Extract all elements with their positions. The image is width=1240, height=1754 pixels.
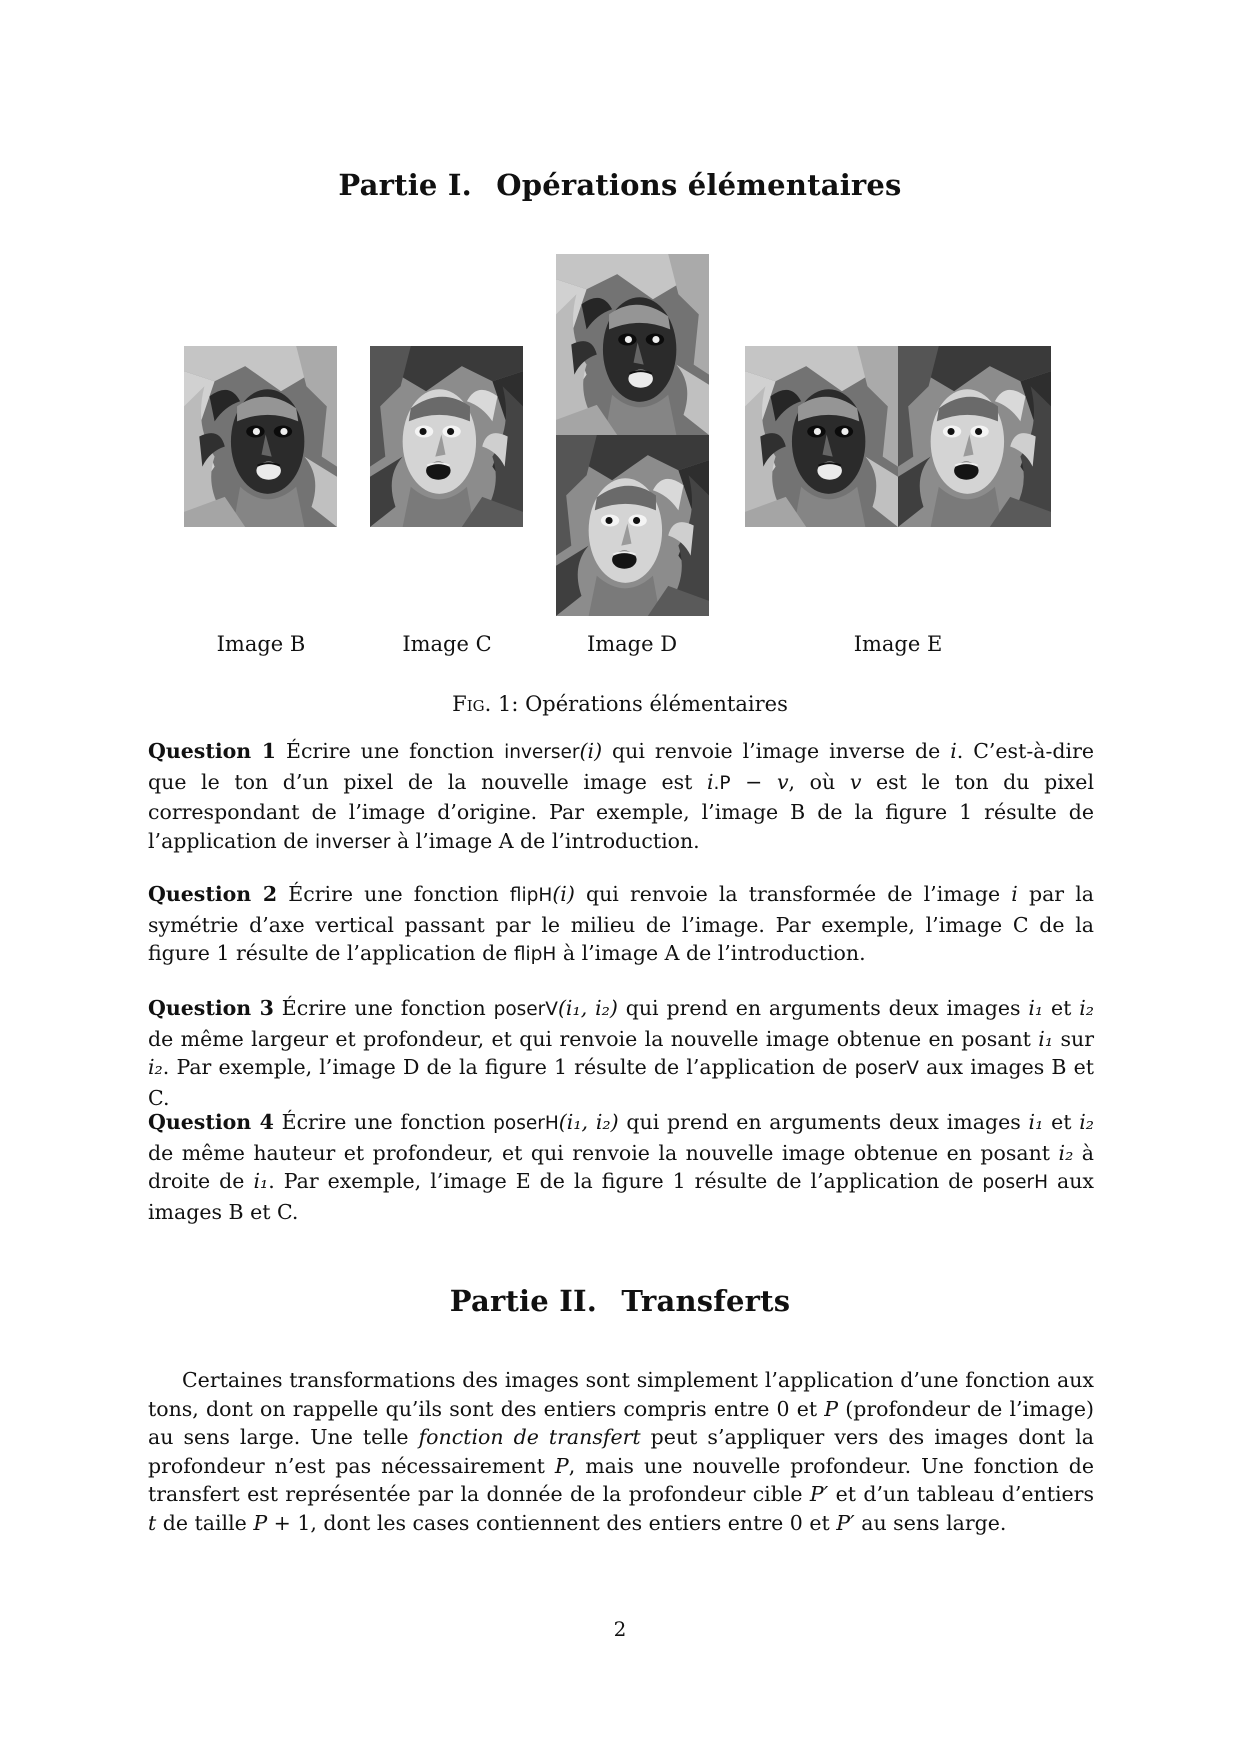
question-3	[148, 994, 1094, 1112]
part-1-title: Opérations élémentaires	[496, 168, 902, 202]
math-field: .P	[713, 772, 731, 794]
text: . Par exemple, l’image D de la figure 1 résulte de l’application de	[162, 1055, 855, 1079]
figure-caption-prefix: Fig.	[452, 692, 492, 716]
label-image-c: Image C	[402, 632, 492, 656]
figure-caption-text: 1: Opérations élémentaires	[491, 692, 788, 716]
math-var: i	[950, 739, 957, 763]
text: qui prend en arguments deux images	[617, 996, 1029, 1020]
math-var: P	[824, 1396, 839, 1421]
math-var: i₂	[148, 1055, 163, 1079]
text: . C’est-à-dire que le ton d’un pixel de la nouvelle image est	[148, 739, 1095, 794]
text: par la symétrie d’axe vertical passant par le milieu de l’image. Par exemple, l’image C de la figure 1 résulte de l’application de	[148, 882, 1094, 965]
part-2-number: Partie II.	[449, 1284, 598, 1318]
image-c	[370, 346, 523, 527]
text: de même hauteur et profondeur, et qui renvoie la nouvelle image obtenue en posant	[148, 1140, 1059, 1165]
math-var: v	[776, 769, 789, 794]
text: et d’un tableau d’entiers	[828, 1482, 1094, 1506]
question-1	[148, 737, 1094, 857]
text: , mais une nouvelle profondeur. Une fonction de transfert est représentée par la donnée de la profondeur cible	[148, 1453, 1094, 1506]
math-var: i₂	[1079, 1110, 1095, 1134]
figure-caption	[0, 692, 1240, 716]
question-label: Question 4	[148, 1110, 274, 1134]
question-label: Question 3	[148, 996, 274, 1020]
text: à l’image A de l’introduction.	[390, 828, 700, 853]
part-2-title: Transferts	[621, 1284, 791, 1318]
math-var: i₁	[1038, 1026, 1054, 1051]
text: (profondeur de l’image) au sens large. Une telle	[148, 1396, 1094, 1449]
math-var: i₁	[1028, 1110, 1044, 1134]
function-args: (i₁, i₂)	[557, 996, 618, 1020]
math-var: i	[706, 769, 714, 794]
text: Écrire une fonction	[276, 739, 505, 763]
text: Écrire une fonction	[277, 882, 510, 906]
text: à l’image A de l’introduction.	[556, 941, 866, 965]
text: peut s’appliquer vers des images dont la profondeur n’est pas nécessairement	[148, 1425, 1094, 1478]
text: , où	[788, 769, 850, 794]
part-2-heading	[0, 1284, 1240, 1318]
text: aux images B et C.	[148, 1055, 1094, 1110]
function-name: inverser	[314, 831, 391, 853]
function-name: flipH	[513, 944, 557, 965]
math-var: i₂	[1058, 1140, 1074, 1165]
label-image-d: Image D	[586, 632, 678, 656]
text: sur	[1053, 1026, 1094, 1051]
text: au sens large.	[854, 1510, 1007, 1535]
transfer-paragraph	[148, 1366, 1094, 1537]
function-name: poserH	[982, 1172, 1049, 1193]
math-var: i₁	[253, 1169, 269, 1193]
question-label: Question 2	[148, 882, 278, 906]
image-b	[184, 346, 337, 527]
function-name: inverser	[504, 742, 580, 763]
text: qui prend en arguments deux images	[618, 1110, 1029, 1134]
image-e	[745, 346, 1051, 527]
function-args: (i)	[579, 739, 603, 763]
label-image-b: Image B	[216, 632, 306, 656]
question-4	[148, 1108, 1094, 1226]
math-var: v	[849, 769, 862, 794]
text: + 1, dont les cases contiennent des entiers entre 0 et	[267, 1510, 837, 1535]
image-d	[556, 254, 709, 616]
math-var: t	[148, 1510, 157, 1535]
function-name: flipH	[509, 885, 553, 906]
text: qui renvoie l’image inverse de	[602, 739, 951, 763]
emphasis: fonction de transfert	[418, 1425, 641, 1449]
function-args: (i)	[552, 882, 575, 906]
text: . Par exemple, l’image E de la figure 1 résulte de l’application de	[268, 1169, 983, 1193]
math-var: P	[554, 1453, 569, 1478]
text: et	[1043, 996, 1080, 1020]
text: aux images B et C.	[148, 1169, 1094, 1224]
function-name: poserV	[493, 999, 558, 1020]
math-var: i₁	[1028, 996, 1044, 1020]
text: est le ton du pixel correspondant de l’image d’origine. Par exemple, l’image B de la figure 1 résulte de l’application de	[148, 769, 1094, 853]
text: Écrire une fonction	[273, 996, 494, 1020]
text: Écrire une fonction	[273, 1110, 494, 1134]
part-1-number: Partie I.	[338, 168, 472, 202]
function-name: poserH	[493, 1113, 559, 1134]
math-op: −	[730, 769, 777, 794]
text: à droite de	[148, 1140, 1094, 1193]
function-args: (i₁, i₂)	[558, 1110, 619, 1134]
math-var: P′	[836, 1510, 855, 1535]
math-var: P	[253, 1510, 268, 1535]
text: et	[1043, 1110, 1080, 1134]
part-1-heading	[0, 168, 1240, 202]
math-var: i₂	[1079, 996, 1095, 1020]
text: de même largeur et profondeur, et qui renvoie la nouvelle image obtenue en posant	[148, 1026, 1039, 1051]
math-var: P′	[809, 1482, 829, 1506]
text: qui renvoie la transformée de l’image	[574, 882, 1012, 906]
math-var: i	[1011, 882, 1018, 906]
question-label: Question 1	[148, 739, 277, 763]
page-number: 2	[613, 1617, 627, 1641]
label-image-e: Image E	[853, 632, 943, 656]
question-2	[148, 880, 1094, 970]
function-name: poserV	[854, 1058, 919, 1079]
text: Certaines transformations des images sont simplement l’application d’une fonction aux tons, dont on rappelle qu’ils sont des entiers compris entre 0 et	[148, 1368, 1094, 1421]
text: de taille	[156, 1510, 254, 1535]
